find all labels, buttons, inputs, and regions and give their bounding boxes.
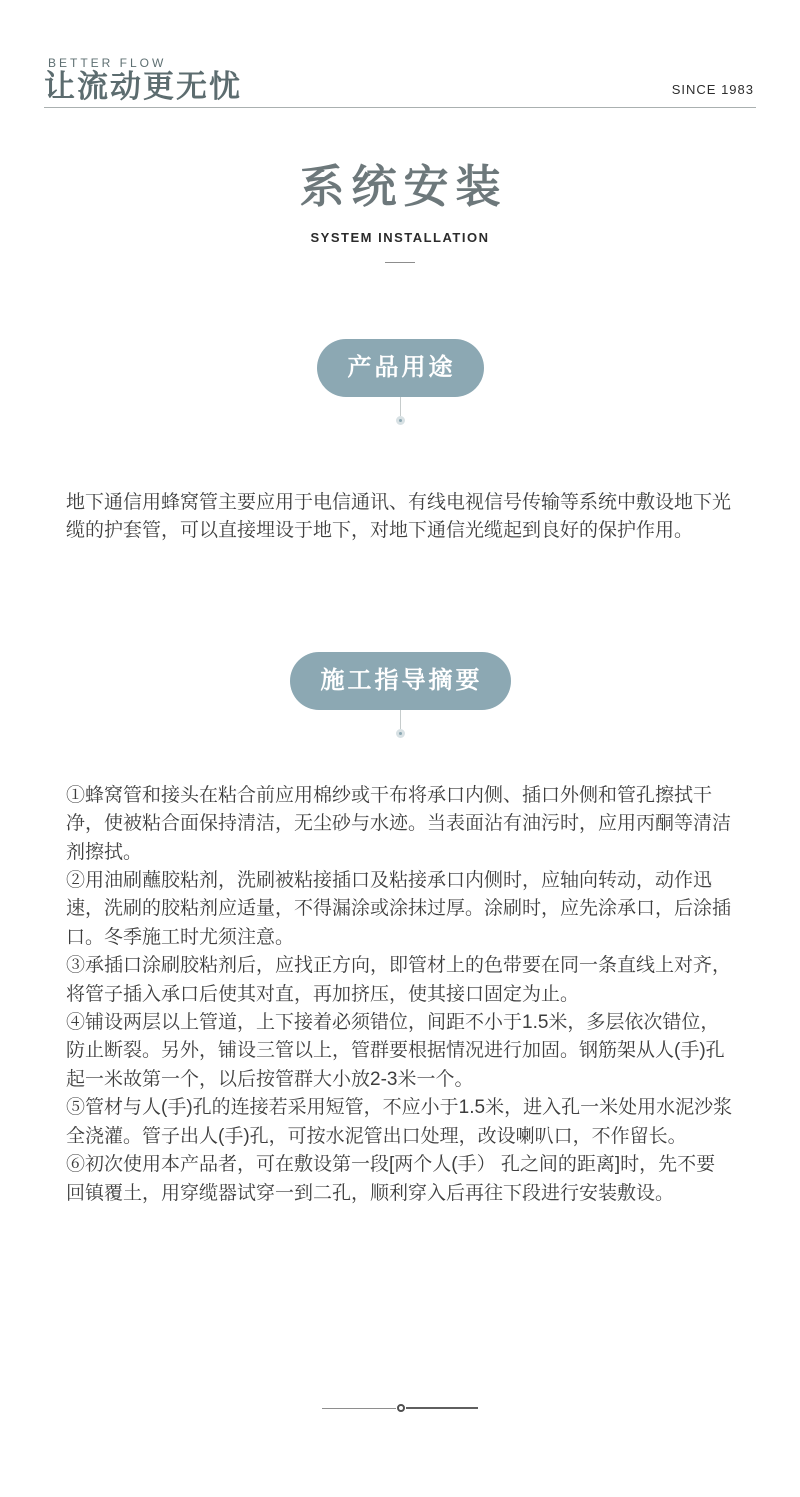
guide-badge-pill: 施工指导摘要 — [290, 652, 511, 710]
footer-line-left — [322, 1408, 396, 1409]
brand-tagline: BETTER FLOW — [48, 56, 167, 70]
brand-since-label: SINCE 1983 — [671, 82, 754, 97]
guide-item-2: ②用油刷蘸胶粘剂，洗刷被粘接插口及粘接承口内侧时，应轴向转动，动作迅速，洗刷的胶粘剂应适量，不得漏涂或涂抹过厚。涂刷时，应先涂承口，后涂插口。冬季施工时尤须注意。 — [66, 870, 732, 948]
footer-ornament — [0, 1404, 800, 1412]
guide-item-5: ⑤管材与人(手)孔的连接若采用短管，不应小于1.5米，进入孔一米处用水泥沙浆全浇灌。管子出人(手)孔，可按水泥管出口处理，改设喇叭口，不作留长。 — [66, 1097, 733, 1147]
section-usage-badge — [0, 339, 800, 425]
header — [44, 0, 756, 108]
guide-item-1: ①蜂窝管和接头在粘合前应用棉纱或干布将承口内侧、插口外侧和管孔擦拭干净，使被粘合面保持清洁，无尘砂与水迹。当表面沾有油污时，应用丙酮等清洁剂擦拭。 — [66, 784, 732, 863]
connector-dot-icon — [396, 729, 405, 738]
connector-line — [400, 710, 401, 729]
connector-line — [400, 397, 401, 416]
usage-connector — [0, 397, 800, 425]
title-divider — [385, 262, 415, 263]
guide-item-3: ③承插口涂刷胶粘剂后，应找正方向，即管材上的色带要在同一条直线上对齐，将管子插入承口后使其对直，再加挤压，使其接口固定为止。 — [66, 955, 732, 1005]
brand-logo: 让流动更无忧 — [44, 69, 242, 104]
section-guide-badge — [0, 652, 800, 738]
footer-circle-icon — [397, 1404, 405, 1412]
connector-dot-icon — [396, 416, 405, 425]
usage-badge-pill: 产品用途 — [317, 339, 484, 397]
page-title: 系统安装 — [299, 161, 508, 212]
guide-item-4: ④铺设两层以上管道，上下接着必须错位，间距不小于1.5米，多层依次错位，防止断裂。另外，铺设三管以上，管群要根据情况进行加固。钢筋架从人(手)孔起一米故第一个，以后按管群大小放2-3米一个。 — [66, 1012, 725, 1090]
page-subtitle: SYSTEM INSTALLATION — [310, 230, 490, 245]
guide-list — [66, 782, 734, 1208]
guide-item-6: ⑥初次使用本产品者，可在敷设第一段[两个人(手） 孔之间的距离]时，先不要回镇覆土，用穿缆器试穿一到二孔，顺利穿入后再往下段进行安装敷设。 — [66, 1154, 716, 1204]
footer-line-right — [406, 1407, 478, 1409]
usage-paragraph: 地下通信用蜂窝管主要应用于电信通讯、有线电视信号传输等系统中敷设地下光缆的护套管，可以直接埋设于地下，对地下通信光缆起到良好的保护作用。 — [66, 492, 732, 542]
title-block — [0, 150, 800, 263]
guide-connector — [0, 710, 800, 738]
